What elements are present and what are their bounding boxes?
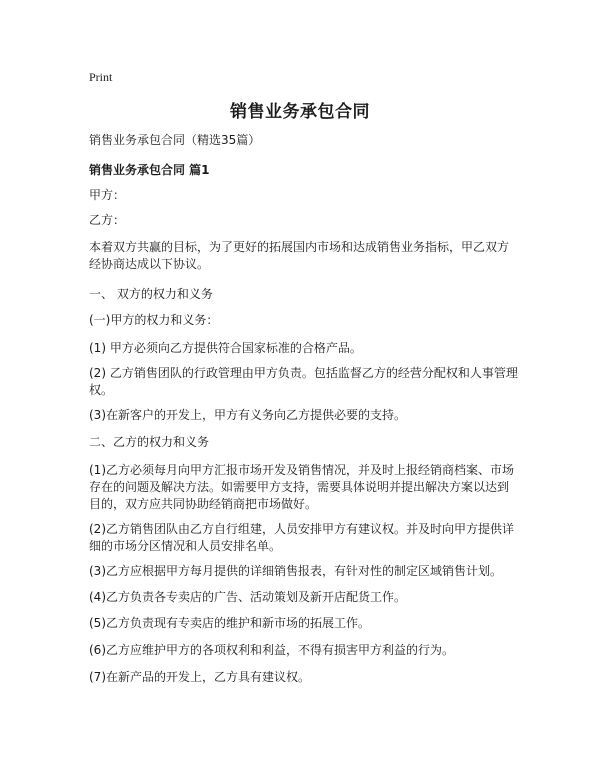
item-b7: (7)在新产品的开发上，乙方具有建议权。 bbox=[89, 670, 310, 684]
item-b2: (2)乙方销售团队由乙方自行组建，人员安排甲方有建议权。并及时向甲方提供详细的市场分区情况和人员安排名单。 bbox=[89, 522, 515, 553]
item-a3: (3)在新客户的开发上，甲方有义务向乙方提供必要的支持。 bbox=[89, 408, 407, 422]
intro-paragraph: 本着双方共赢的目标，为了更好的拓展国内市场和达成销售业务指标，甲乙双方经协商达成以下协议。 bbox=[89, 240, 510, 271]
item-b6: (6)乙方应维护甲方的各项权利和利益，不得有损害甲方利益的行为。 bbox=[89, 643, 455, 657]
item-b1: (1)乙方必须每月向甲方汇报市场开发及销售情况，并及时上报经销商档案、市场存在的问题及解决方法。如需要甲方支持，需要具体说明并提出解决方案以达到目的，双方应共同协助经销商把市场做好。 bbox=[89, 463, 515, 511]
print-link[interactable]: Print bbox=[89, 70, 113, 84]
item-b5: (5)乙方负责现有专卖店的维护和新市场的拓展工作。 bbox=[89, 616, 371, 630]
section1-heading: 一、 双方的权力和义务 bbox=[89, 287, 213, 301]
sub1-heading: (一)甲方的权力和义务： bbox=[89, 313, 219, 327]
section2-heading: 二、乙方的权力和义务 bbox=[89, 435, 210, 449]
document-title: 销售业务承包合同 bbox=[230, 102, 370, 122]
party-b-label: 乙方： bbox=[89, 213, 126, 227]
section-heading: 销售业务承包合同 篇1 bbox=[89, 163, 210, 177]
item-b3: (3)乙方应根据甲方每月提供的详细销售报表，有针对性的制定区域销售计划。 bbox=[89, 564, 503, 578]
item-a2: (2) 乙方销售团队的行政管理由甲方负责。包括监督乙方的经营分配权和人事管理权。 bbox=[89, 366, 518, 397]
item-a1: (1) 甲方必须向乙方提供符合国家标准的合格产品。 bbox=[89, 341, 362, 355]
party-a-label: 甲方： bbox=[89, 188, 126, 202]
document-subtitle: 销售业务承包合同（精选35篇） bbox=[89, 133, 261, 147]
item-b4: (4)乙方负责各专卖店的广告、活动策划及新开店配货工作。 bbox=[89, 590, 407, 604]
